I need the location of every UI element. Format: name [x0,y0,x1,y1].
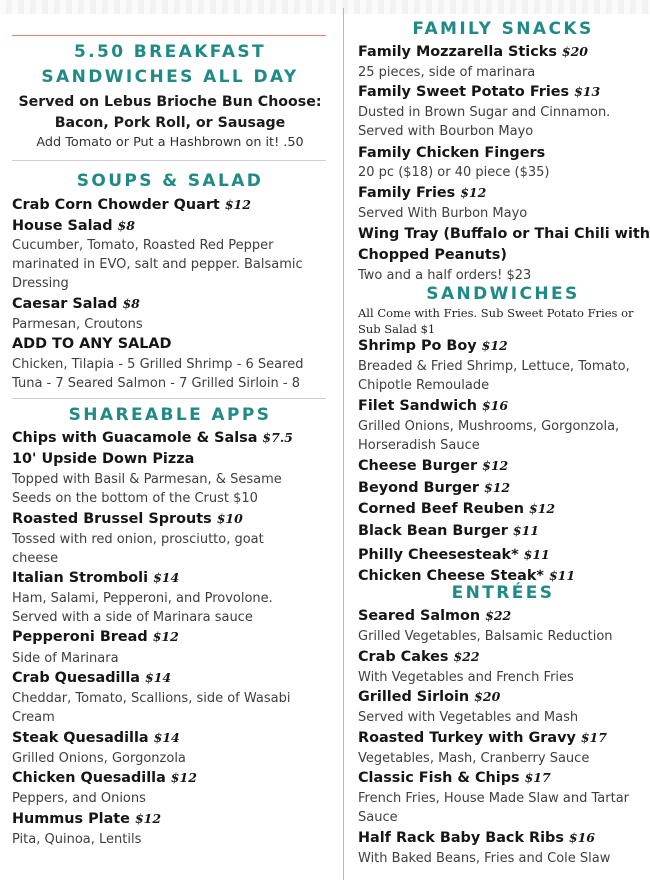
menu-item-name: Family Chicken Fingers [358,145,546,161]
breakfast-note: Add Tomato or Put a Hashbrown on it! .50 [36,135,304,150]
menu-item-desc: Tuna - 7 Seared Salmon - 7 Grilled Sirloin - 8 [12,376,300,391]
menu-item-desc: Cheddar, Tomato, Scallions, side of Wasabi [12,691,291,706]
menu-item-desc: Side of Marinara [12,651,119,666]
menu-item-name: Steak Quesadilla $14 [12,730,180,746]
menu-item-name: Shrimp Po Boy $12 [358,338,508,354]
menu-item-name: ADD TO ANY SALAD [12,336,172,352]
menu-item-name: Half Rack Baby Back Ribs $16 [358,830,595,846]
menu-item-price: $16 [568,830,595,845]
menu-item-name: Cheese Burger $12 [358,458,509,474]
menu-item-name: Chips with Guacamole & Salsa $7.5 [12,430,293,446]
menu-item-price: $11 [512,523,539,538]
menu-item-name: Italian Stromboli $14 [12,570,180,586]
menu-item-name: Philly Cheesesteak* $11 [358,547,550,563]
menu-item-name: Grilled Sirloin $20 [358,689,501,705]
menu-item-desc: 25 pieces, side of marinara [358,65,536,80]
menu-item-price: $14 [153,730,180,745]
menu-item-price: $17 [524,770,551,785]
menu-item-price: $17 [580,730,607,745]
menu-item-name: Filet Sandwich $16 [358,398,509,414]
menu-item-price: $13 [574,84,601,99]
breakfast-title-line1: 5.50 BREAKFAST [73,42,267,62]
menu-item-price: $14 [145,670,172,685]
sandwiches-title: SANDWICHES [426,284,580,304]
menu-item-desc: Served With Burbon Mayo [358,206,528,221]
menu-item-name: House Salad $8 [12,218,135,234]
menu-item-desc: Dressing [12,276,69,291]
menu-item-desc: Pita, Quinoa, Lentils [12,832,142,847]
menu-item-name: Wing Tray (Buffalo or Thai Chili with [358,226,650,242]
menu-item-desc: Seeds on the bottom of the Crust $10 [12,491,258,506]
menu-item-desc: marinated in EVO, salt and pepper. Balsamic [12,257,303,272]
menu-item-price: $10 [216,511,243,526]
menu-item-name: Beyond Burger $12 [358,480,511,496]
rule-top [12,35,326,36]
menu-item-price: $12 [484,480,511,495]
column-divider [343,8,344,880]
menu-item-desc: With Baked Beans, Fries and Cole Slaw [358,851,611,866]
menu-item-desc: Tossed with red onion, prosciutto, goat [12,532,264,547]
menu-item-desc: cheese [12,551,59,566]
menu-item-desc: Served with Bourbon Mayo [358,124,534,139]
menu-item-name: 10' Upside Down Pizza [12,451,195,467]
menu-item-name: Family Mozzarella Sticks $20 [358,44,588,60]
menu-item-name: Black Bean Burger $11 [358,523,539,539]
menu-item-price: $20 [561,44,588,59]
breakfast-sub-line2: Bacon, Pork Roll, or Sausage [54,115,286,131]
menu-item-name: Caesar Salad $8 [12,296,140,312]
menu-item-price: $12 [152,629,179,644]
rule-soups [12,160,326,161]
menu-item-name: Chicken Quesadilla $12 [12,770,197,786]
menu-item-desc: Parmesan, Croutons [12,317,143,332]
menu-item-name: Crab Quesadilla $14 [12,670,172,686]
menu-item-price: $12 [460,185,487,200]
snacks-title: FAMILY SNACKS [412,19,594,39]
apps-title: SHAREABLE APPS [68,405,272,425]
menu-item-price: $12 [134,811,162,826]
menu-item-name-cont: Chopped Peanuts) [358,247,507,263]
menu-item-price: $16 [481,398,509,413]
menu-item-name: Corned Beef Reuben $12 [358,501,556,517]
menu-item-price: $12 [170,770,197,785]
menu-item-price: $22 [453,649,480,664]
menu-item-name: Crab Cakes $22 [358,649,480,665]
menu-item-price: $12 [482,458,509,473]
menu-item-name: Hummus Plate $12 [12,811,162,827]
menu-item-price: $12 [481,338,508,353]
menu-item-desc: French Fries, House Made Slaw and Tartar [358,791,630,806]
menu-item-price: $8 [117,218,135,233]
menu-item-name: Roasted Brussel Sprouts $10 [12,511,243,527]
soups-title: SOUPS & SALAD [76,171,264,191]
entrees-title: ENTRÉES [451,583,555,603]
menu-item-desc: Served with Vegetables and Mash [358,710,579,725]
menu-item-desc: Cucumber, Tomato, Roasted Red Pepper [12,238,274,253]
menu-item-desc: Sauce [358,810,398,825]
menu-item-desc: Cream [12,710,55,725]
menu-item-desc: Horseradish Sauce [358,438,480,453]
menu-item-name: Roasted Turkey with Gravy $17 [358,730,607,746]
menu-item-desc: With Vegetables and French Fries [358,670,574,685]
menu-item-desc: Served with a side of Marinara sauce [12,610,253,625]
menu-item-price: $11 [548,568,576,583]
menu-item-price: $22 [485,608,512,623]
menu-item-desc: Peppers, and Onions [12,791,146,806]
menu-item-name: Crab Corn Chowder Quart $12 [12,197,251,213]
menu-item-price: $12 [224,197,251,212]
menu-item-desc: Grilled Onions, Mushrooms, Gorgonzola, [358,419,620,434]
menu-item-name: Family Fries $12 [358,185,487,201]
menu-item-price: $7.5 [262,430,293,445]
menu-item-name: Classic Fish & Chips $17 [358,770,551,786]
menu-item-desc: Vegetables, Mash, Cranberry Sauce [358,751,590,766]
menu-item-price: $11 [523,547,550,562]
menu-item-desc: Chipotle Remoulade [358,378,490,393]
menu-item-desc: 20 pc ($18) or 40 piece ($35) [358,165,550,180]
menu-item-desc: Chicken, Tilapia - 5 Grilled Shrimp - 6 Seared [12,357,304,372]
menu-item-desc: Topped with Basil & Parmesan, & Sesame [12,472,282,487]
menu-item-desc: Grilled Onions, Gorgonzola [12,751,186,766]
menu-item-name: Pepperoni Bread $12 [12,629,179,645]
menu-item-desc: Two and a half orders! $23 [358,268,532,283]
menu-item-desc: Dusted in Brown Sugar and Cinnamon. [358,105,611,120]
menu-item-name: Chicken Cheese Steak* $11 [358,568,576,584]
breakfast-sub-line1: Served on Lebus Brioche Bun Choose: [18,94,322,110]
menu-item-desc: Breaded & Fried Shrimp, Lettuce, Tomato, [358,359,630,374]
menu-item-name: Seared Salmon $22 [358,608,512,624]
breakfast-title-line2: SANDWICHES ALL DAY [41,67,299,87]
menu-item-price: $14 [153,570,180,585]
menu-item-name: Family Sweet Potato Fries $13 [358,84,601,100]
menu-item-price: $12 [529,501,556,516]
menu-item-desc: Ham, Salami, Pepperoni, and Provolone. [12,591,273,606]
menu-item-price: $20 [474,689,501,704]
sandwiches-note-line1: All Come with Fries. Sub Sweet Potato Fries or [358,306,634,320]
top-edge [0,0,650,14]
menu-item-desc: Grilled Vegetables, Balsamic Reduction [358,629,613,644]
menu-item-price: $8 [122,296,140,311]
sandwiches-note-line2: Sub Salad $1 [358,322,436,336]
rule-apps [12,398,326,399]
